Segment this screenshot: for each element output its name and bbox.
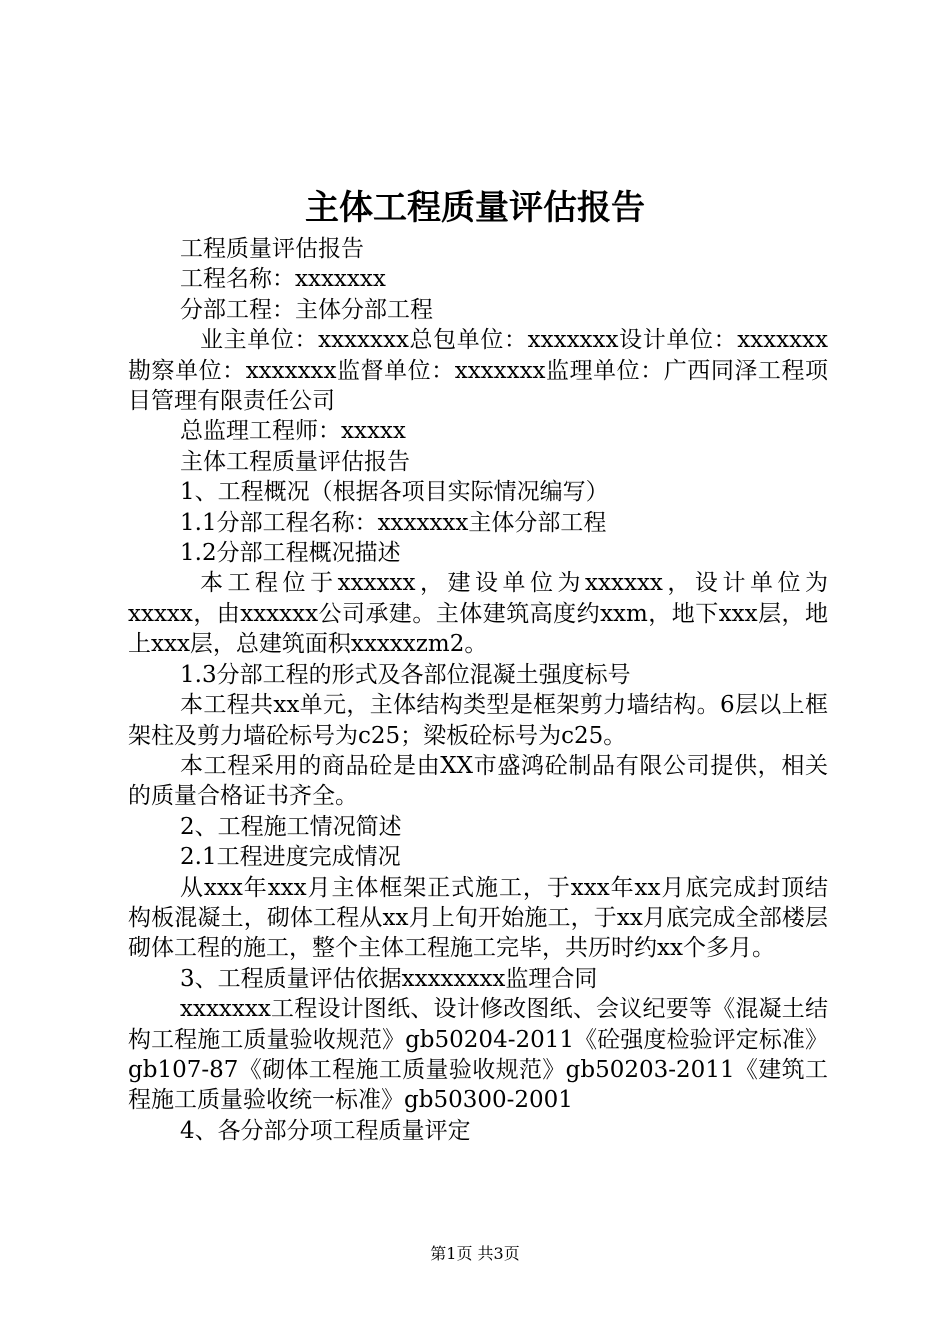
paragraph: 2.1工程进度完成情况 (180, 844, 401, 871)
paragraph: 本工程位于xxxxxx，建设单位为xxxxxx，设计单位为xxxxx，由xxxxxx公司承建。主体建筑高度约xxm，地下xxx层，地上xxx层，总建筑面积xxxxxzm2。 (128, 570, 828, 658)
page-footer: 第1页 共3页 (430, 1244, 520, 1263)
paragraph: 从xxx年xxx月主体框架正式施工，于xxx年xx月底完成封顶结构板混凝土，砌体工程从xx月上旬开始施工，于xx月底完成全部楼层砌体工程的施工，整个主体工程施工完毕，共历时约xx个多月。 (128, 874, 828, 962)
paragraph: xxxxxxx工程设计图纸、设计修改图纸、会议纪要等《混凝土结构工程施工质量验收规范》gb50204-2011《砼强度检验评定标准》gb107-87《砌体工程施工质量验收规范》gb50203-2011《建筑工程施工质量验收统一标准》gb50300-2001 (128, 996, 828, 1114)
paragraph: 主体工程质量评估报告 (180, 448, 410, 475)
document-title: 主体工程质量评估报告 (305, 188, 645, 228)
paragraph: 1.2分部工程概况描述 (180, 540, 401, 567)
paragraph: 本工程共xx单元，主体结构类型是框架剪力墙结构。6层以上框架柱及剪力墙砼标号为c25；梁板砼标号为c25。 (128, 692, 828, 749)
paragraph: 分部工程：主体分部工程 (180, 296, 433, 323)
paragraph: 工程名称：xxxxxxx (180, 266, 386, 293)
paragraph: 总监理工程师：xxxxx (180, 418, 406, 445)
paragraph: 1、工程概况（根据各项目实际情况编写） (180, 479, 609, 506)
paragraph: 本工程采用的商品砼是由XX市盛鸿砼制品有限公司提供，相关的质量合格证书齐全。 (128, 752, 828, 810)
document-body (128, 234, 828, 1146)
paragraph: 4、各分部分项工程质量评定 (180, 1117, 471, 1144)
paragraph: 1.3分部工程的形式及各部位混凝土强度标号 (180, 661, 631, 688)
paragraph: 业主单位：xxxxxxx总包单位：xxxxxxx设计单位：xxxxxxx勘察单位：xxxxxxx监督单位：xxxxxxx监理单位：广西同泽工程项目管理有限责任公司 (128, 327, 828, 415)
paragraph: 3、工程质量评估依据xxxxxxxx监理合同 (180, 965, 598, 992)
paragraph: 1.1分部工程名称：xxxxxxx主体分部工程 (180, 509, 607, 536)
paragraph: 2、工程施工情况简述 (180, 813, 402, 840)
paragraph: 工程质量评估报告 (180, 236, 364, 262)
